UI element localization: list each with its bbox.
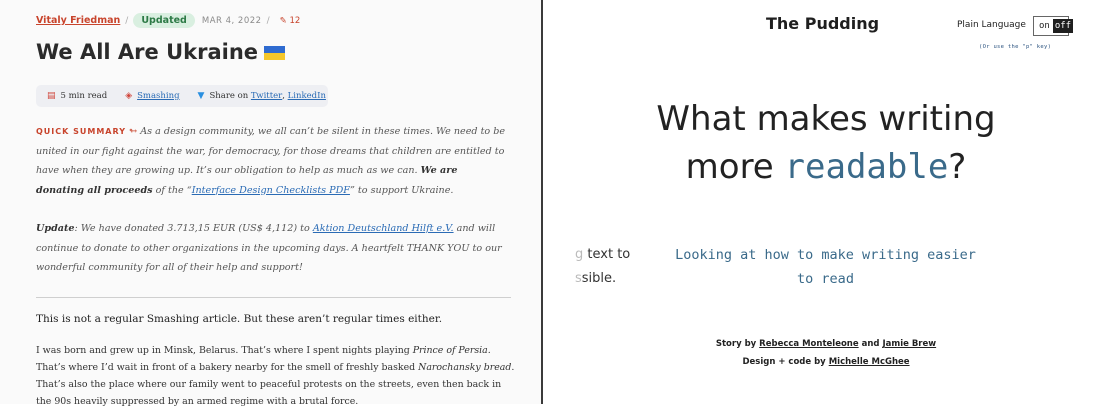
- body-paragraph-1: This is not a regular Smashing article. But these aren’t regular times either.: [36, 313, 443, 325]
- article-info-bar: [36, 85, 328, 107]
- article-meta: [36, 13, 300, 28]
- pudding-pane: [543, 0, 1072, 404]
- tag-link[interactable]: Smashing: [137, 91, 180, 101]
- design-by-label: Design + code by: [742, 357, 826, 367]
- article-title-text: We All Are Ukraine: [36, 40, 259, 64]
- body2-bread: Narochansky bread: [418, 362, 512, 373]
- ukraine-flag-icon: [264, 46, 285, 60]
- read-time: [47, 91, 107, 101]
- side-line-2-faint: s: [575, 271, 582, 286]
- update-note: [36, 219, 506, 278]
- quick-summary-text: As a design community, we all can’t be silent in these times. We need to be united in our fight against the war, for democracy, for those dreams that children are entitled to have when they are growing up. It’s our obligation to help as much as we can.: [36, 126, 506, 176]
- headline-line-1: What makes writing: [656, 99, 996, 139]
- tag-item: [125, 91, 179, 101]
- story-credit: [543, 339, 1109, 349]
- author-link-1[interactable]: Rebecca Monteleone: [759, 339, 859, 349]
- quick-summary-label: QUICK SUMMARY: [36, 127, 127, 136]
- body-paragraph-2: [36, 342, 516, 410]
- body2-c: . That’s also the place where our family went to peaceful protests on the streets, even then back in the 90s heavily suppressed by an armed regime with a brutal force.: [36, 362, 515, 407]
- quick-summary-end: ” to support Ukraine.: [349, 184, 454, 196]
- toggle-off[interactable]: off: [1054, 21, 1072, 31]
- headline-question: ?: [948, 147, 967, 187]
- publish-date: MAR 4, 2022: [201, 15, 262, 26]
- comments-count-value: 12: [289, 15, 301, 26]
- pudding-logo[interactable]: The Pudding: [766, 14, 880, 33]
- smashing-article-pane: [0, 0, 541, 407]
- plain-language-toggle[interactable]: [1033, 16, 1072, 36]
- calendar-icon: ▤: [47, 91, 56, 101]
- meta-separator: /: [125, 15, 129, 26]
- author-link-3[interactable]: Michelle McGhee: [828, 357, 910, 367]
- keyboard-hint: (Or use the "p" key): [979, 44, 1052, 50]
- share-label: Share on: [209, 91, 249, 101]
- update-label: Update: [36, 223, 75, 234]
- body2-b: . That’s where I’d wait in front of a bakery nearby for the smell of freshly basked: [36, 345, 491, 373]
- updated-badge: Updated: [133, 13, 195, 28]
- headline-line-2: [543, 144, 1109, 191]
- checklists-pdf-link[interactable]: Interface Design Checklists PDF: [191, 184, 350, 196]
- twitter-bird-icon: ▼: [197, 91, 205, 101]
- update-text-1: : We have donated 3.713,15 EUR (US$ 4,112) to: [74, 223, 310, 234]
- plain-language-label: Plain Language: [957, 20, 1026, 30]
- article-title: [36, 40, 285, 64]
- and-label: and: [861, 339, 880, 349]
- side-line-1-faint: g: [575, 247, 584, 262]
- clipped-side-text: [575, 243, 630, 291]
- headline-more: more: [685, 147, 774, 187]
- quick-summary-arrow: ↬: [129, 126, 138, 137]
- share-linkedin-link[interactable]: LinkedIn: [287, 91, 326, 101]
- toggle-on[interactable]: on: [1039, 21, 1050, 31]
- subtitle: Looking at how to make writing easier to read: [675, 247, 976, 287]
- aktion-link[interactable]: Aktion Deutschland Hilft e.V.: [312, 223, 454, 234]
- author-link-2[interactable]: Jamie Brew: [882, 339, 937, 349]
- body2-a: I was born and grew up in Minsk, Belarus. That’s where I spent nights playing: [36, 345, 410, 356]
- quick-summary: [36, 122, 506, 200]
- update-text-2: and will continue to donate to other organizations in the upcoming days. A heartfelt THANK YOU to our wonderful community for all of their help and support!: [36, 223, 502, 273]
- quick-summary-bold: We are donating all proceeds: [36, 165, 458, 196]
- share-item: [198, 91, 326, 101]
- read-time-label: 5 min read: [60, 91, 108, 101]
- author-link[interactable]: Vitaly Friedman: [36, 15, 121, 26]
- design-credit: [543, 357, 1109, 367]
- section-divider: [36, 297, 511, 298]
- share-comma: ,: [282, 91, 285, 101]
- comments-count[interactable]: ✎ 12: [279, 15, 301, 26]
- side-line-1: [575, 243, 630, 267]
- meta-separator-2: /: [266, 15, 270, 26]
- tag-icon: ◈: [125, 91, 133, 101]
- story-by-label: Story by: [715, 339, 757, 349]
- body2-game: Prince of Persia: [412, 345, 488, 356]
- quick-summary-of: of the “: [155, 184, 192, 196]
- side-line-2: [575, 267, 630, 291]
- share-twitter-link[interactable]: Twitter: [250, 91, 283, 101]
- side-line-1-text: text to: [583, 247, 631, 262]
- headline-highlight: readable: [784, 147, 949, 187]
- side-line-2-text: sible.: [581, 271, 617, 286]
